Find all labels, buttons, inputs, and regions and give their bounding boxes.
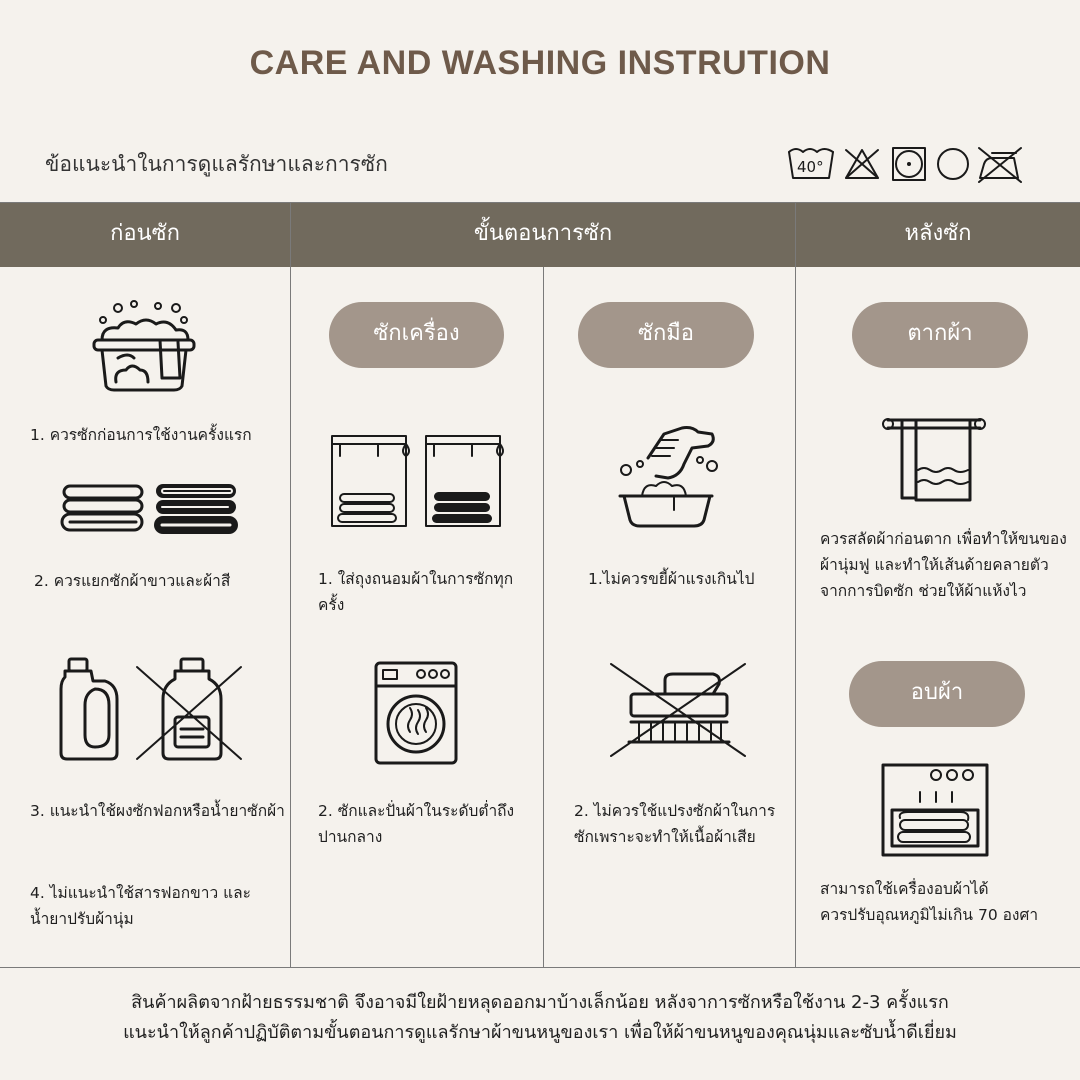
footer-note — [0, 988, 1080, 1048]
hang-dry-text: ควรสลัดผ้าก่อนตาก เพื่อทำให้ขนของผ้านุ่มฟู และทำให้เส้นด้ายคลายตัวจากการบิดซัก ช่วยให้ผ้าแห้งไว — [820, 530, 1067, 600]
no-iron-icon — [979, 148, 1021, 182]
page-title: CARE AND WASHING INSTRUTION — [249, 44, 831, 82]
hand-wash-label: ซักมือ — [578, 302, 754, 368]
detergent-bottle-icon — [61, 659, 117, 759]
machine-item-1: 1. ใส่ถุงถนอมผ้าในการซักทุกครั้ง — [318, 570, 514, 614]
colored-towels-icon — [154, 484, 238, 534]
wash-40-icon — [789, 149, 833, 178]
tumble-dry-low-icon — [893, 148, 925, 180]
column-divider — [795, 203, 796, 967]
hand-wash-icon — [612, 420, 722, 535]
white-laundry-bag-icon — [332, 436, 409, 526]
washing-basin-icon — [88, 298, 203, 398]
bleach-bottle-crossed-icon — [137, 659, 241, 759]
svg-text:40°: 40° — [797, 158, 824, 176]
colored-laundry-bag-icon — [426, 436, 503, 526]
before-item-1: 1. ควรซักก่อนการใช้งานครั้งแรก — [30, 426, 252, 444]
tumble-dryer-icon — [880, 762, 990, 858]
towel-rack-icon — [880, 410, 990, 510]
page-subtitle: ข้อแนะนำในการดูแลรักษาและการซัก — [45, 152, 388, 176]
hand-item-1: 1.ไม่ควรขยี้ผ้าแรงเกินไป — [588, 570, 755, 588]
before-item-3: 3. แนะนำใช้ผงซักฟอกหรือน้ำยาซักผ้า — [30, 802, 285, 820]
no-brush-icon — [605, 660, 750, 760]
machine-wash-label: ซักเครื่อง — [329, 302, 504, 368]
laundry-bags-icon — [328, 430, 513, 530]
footer-line-2: แนะนำให้ลูกค้าปฏิบัติตามขั้นตอนการดูแลรักษาผ้าขนหนูของเรา เพื่อให้ผ้าขนหนูของคุณนุ่มและซับน้ำดีเยี่ยม — [123, 1022, 957, 1043]
folded-towels-icon — [58, 478, 243, 540]
column-divider — [543, 267, 544, 967]
dry-clean-icon — [938, 149, 968, 179]
header-after-wash: หลังซัก — [904, 221, 972, 246]
hang-dry-label: ตากผ้า — [852, 302, 1028, 368]
tumble-dry-line-1: สามารถใช้เครื่องอบผ้าได้ — [820, 880, 989, 898]
tumble-dry-label: อบผ้า — [849, 661, 1025, 727]
column-divider — [290, 203, 291, 967]
no-bleach-icon — [846, 150, 878, 178]
footer-line-1: สินค้าผลิตจากฝ้ายธรรมชาติ จึงอาจมีใยฝ้ายหลุดออกมาบ้างเล็กน้อย หลังจาการซักหรือใช้งาน 2-3 ครั้งแรก — [131, 992, 949, 1013]
white-towels-icon — [62, 486, 142, 530]
laundry-symbols — [786, 140, 1036, 186]
washing-machine-icon — [373, 660, 459, 766]
table-top-border — [0, 202, 1080, 203]
header-before-wash: ก่อนซัก — [110, 221, 180, 246]
before-item-2: 2. ควรแยกซักผ้าขาวและผ้าสี — [34, 572, 231, 590]
table-bottom-border — [0, 967, 1080, 968]
table-header — [0, 203, 1080, 267]
detergent-bottles-icon — [55, 655, 245, 765]
tumble-dry-line-2: ควรปรับอุณหภูมิไม่เกิน 70 องศา — [820, 906, 1039, 924]
before-item-4: 4. ไม่แนะนำใช้สารฟอกขาว และน้ำยาปรับผ้านุ่ม — [30, 884, 251, 928]
header-washing-process: ขั้นตอนการซัก — [473, 221, 613, 246]
hand-item-2: 2. ไม่ควรใช้แปรงซักผ้าในการซักเพราะจะทำให้เนื้อผ้าเสีย — [574, 802, 776, 846]
machine-item-2: 2. ซักและปั่นผ้าในระดับต่ำถึงปานกลาง — [318, 802, 515, 846]
